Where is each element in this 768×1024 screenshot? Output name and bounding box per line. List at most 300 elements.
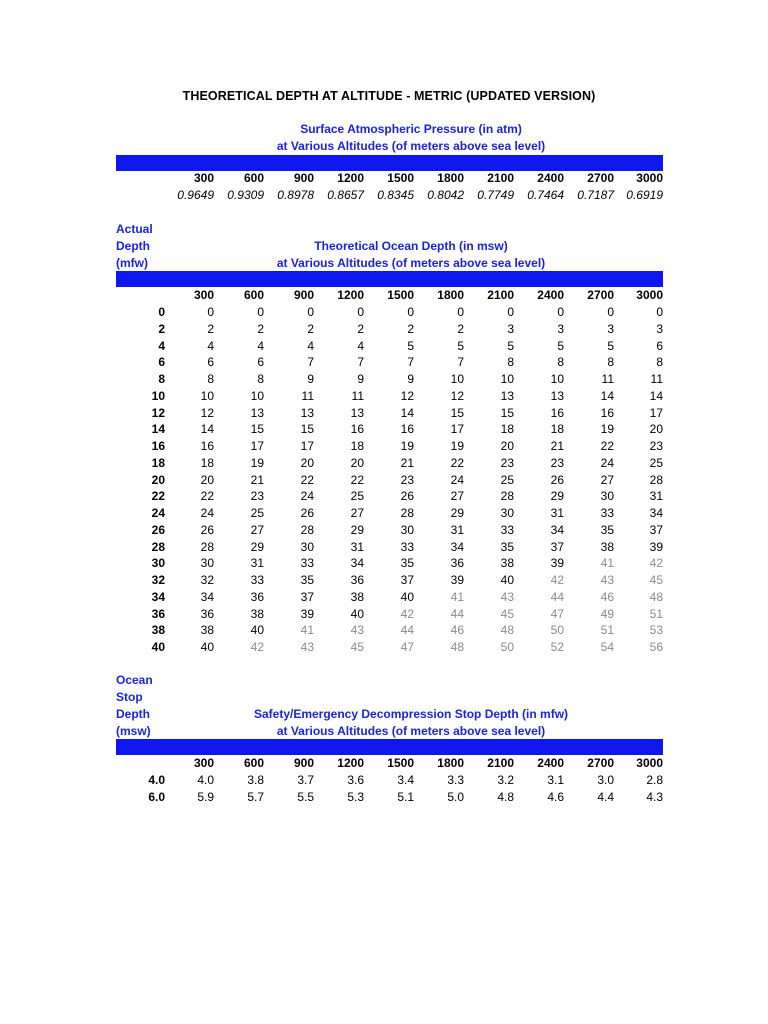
ocean-depth-bar xyxy=(116,271,663,287)
depth-value: 3.3 xyxy=(447,773,464,787)
depth-value: 35 xyxy=(600,522,614,537)
depth-value: 35 xyxy=(400,556,414,571)
depth-value: 29 xyxy=(450,506,464,520)
depth-value: 5 xyxy=(507,338,514,353)
depth-value: 33 xyxy=(250,573,264,587)
depth-value: 0 xyxy=(457,305,464,319)
depth-value: 30 xyxy=(200,556,214,571)
pressure-values-row xyxy=(116,187,663,204)
depth-value: 28 xyxy=(300,522,314,537)
depth-value: 41 xyxy=(600,556,614,571)
depth-value: 18 xyxy=(500,422,514,437)
row-label: 40 xyxy=(151,640,165,654)
pressure-altitude-600: 600 xyxy=(243,171,264,185)
depth-value: 23 xyxy=(500,455,514,470)
depth-value: 5.0 xyxy=(447,789,464,804)
ocean-depth-row xyxy=(116,522,663,539)
depth-value: 25 xyxy=(250,506,264,520)
depth-value: 45 xyxy=(649,573,663,587)
depth-value: 5 xyxy=(457,338,464,353)
depth-value: 12 xyxy=(200,405,214,420)
depth-value: 4.8 xyxy=(497,789,514,804)
ocean-depth-row xyxy=(116,505,663,522)
ocean-depth-row xyxy=(116,304,663,321)
ocean-depth-altitude-1500: 1500 xyxy=(387,288,414,302)
depth-value: 29 xyxy=(250,539,264,554)
stop-depth-altitude-300: 300 xyxy=(193,756,214,770)
depth-value: 39 xyxy=(649,539,663,554)
depth-value: 2 xyxy=(307,321,314,336)
depth-value: 24 xyxy=(200,506,214,520)
depth-value: 47 xyxy=(400,640,414,654)
pressure-value: 0.8657 xyxy=(327,188,364,202)
depth-value: 7 xyxy=(457,355,464,370)
depth-value: 35 xyxy=(500,539,514,554)
depth-value: 22 xyxy=(450,455,464,470)
depth-value: 37 xyxy=(400,573,414,587)
depth-value: 46 xyxy=(600,589,614,604)
depth-value: 0 xyxy=(557,305,564,319)
depth-value: 26 xyxy=(300,506,314,520)
depth-value: 15 xyxy=(250,422,264,437)
depth-value: 47 xyxy=(550,606,564,621)
ocean-depth-row xyxy=(116,321,663,338)
ocean-depth-row xyxy=(116,354,663,371)
depth-value: 56 xyxy=(649,640,663,654)
depth-value: 23 xyxy=(400,472,414,487)
depth-value: 40 xyxy=(400,589,414,604)
depth-value: 4.0 xyxy=(197,773,214,787)
depth-value: 22 xyxy=(600,439,614,453)
depth-value: 36 xyxy=(450,556,464,571)
depth-value: 8 xyxy=(607,355,614,370)
depth-value: 11 xyxy=(301,388,314,403)
depth-value: 42 xyxy=(400,606,414,621)
ocean-depth-altitude-300: 300 xyxy=(193,288,214,302)
pressure-value: 0.8978 xyxy=(277,188,314,202)
pressure-value: 0.7749 xyxy=(477,188,514,202)
depth-value: 40 xyxy=(250,623,264,638)
ocean-depth-row xyxy=(116,405,663,422)
depth-value: 42 xyxy=(550,573,564,587)
depth-value: 5.1 xyxy=(397,789,414,804)
depth-value: 4 xyxy=(207,338,214,353)
depth-value: 30 xyxy=(600,489,614,504)
depth-value: 32 xyxy=(200,573,214,587)
depth-value: 5.9 xyxy=(197,789,214,804)
ocean-depth-row xyxy=(116,388,663,405)
depth-value: 46 xyxy=(450,623,464,638)
pressure-altitude-2700: 2700 xyxy=(587,171,614,185)
depth-value: 13 xyxy=(300,405,314,420)
pressure-value: 0.7187 xyxy=(577,188,614,202)
depth-value: 36 xyxy=(200,606,214,621)
depth-value: 3 xyxy=(607,321,614,336)
row-label: 28 xyxy=(151,539,165,554)
depth-value: 3.4 xyxy=(397,773,414,787)
depth-value: 10 xyxy=(250,388,264,403)
depth-value: 20 xyxy=(649,422,663,437)
row-label: 4 xyxy=(158,338,165,353)
depth-value: 7 xyxy=(307,355,314,370)
depth-value: 44 xyxy=(550,589,564,604)
pressure-altitude-300: 300 xyxy=(193,171,214,185)
depth-value: 0 xyxy=(257,305,264,319)
depth-value: 17 xyxy=(250,439,264,453)
depth-value: 30 xyxy=(500,506,514,520)
depth-value: 7 xyxy=(357,355,364,370)
depth-value: 33 xyxy=(400,539,414,554)
depth-value: 43 xyxy=(600,573,614,587)
depth-value: 16 xyxy=(600,405,614,420)
depth-value: 3.1 xyxy=(547,773,564,787)
depth-value: 25 xyxy=(649,455,663,470)
depth-value: 2 xyxy=(207,321,214,336)
depth-value: 26 xyxy=(200,522,214,537)
depth-value: 4 xyxy=(257,338,264,353)
depth-value: 8 xyxy=(207,372,214,386)
depth-value: 41 xyxy=(300,623,314,638)
row-label: 8 xyxy=(158,372,165,386)
ocean-depth-row xyxy=(116,371,663,388)
depth-value: 6 xyxy=(207,355,214,370)
depth-value: 43 xyxy=(500,589,514,604)
depth-value: 22 xyxy=(350,472,364,487)
depth-value: 49 xyxy=(600,606,614,621)
depth-value: 33 xyxy=(600,506,614,520)
depth-value: 3.2 xyxy=(497,773,514,787)
depth-value: 53 xyxy=(649,623,663,638)
row-label: 38 xyxy=(151,623,165,638)
depth-value: 27 xyxy=(250,522,264,537)
ocean-depth-altitude-3000: 3000 xyxy=(636,288,663,302)
pressure-value: 0.8042 xyxy=(427,188,464,202)
row-label: 24 xyxy=(151,506,165,520)
depth-value: 35 xyxy=(300,573,314,587)
depth-value: 30 xyxy=(400,522,414,537)
depth-value: 31 xyxy=(649,489,663,504)
pressure-heading: Surface Atmospheric Pressure (in atm) xyxy=(300,122,522,136)
depth-value: 4.3 xyxy=(646,789,663,804)
row-label: 12 xyxy=(151,405,165,420)
ocean-depth-row xyxy=(116,606,663,623)
depth-value: 25 xyxy=(350,489,364,504)
depth-value: 50 xyxy=(550,623,564,638)
depth-value: 39 xyxy=(450,573,464,587)
depth-value: 36 xyxy=(350,573,364,587)
depth-value: 4 xyxy=(307,338,314,353)
ocean-depth-altitude-900: 900 xyxy=(293,288,314,302)
depth-value: 0 xyxy=(307,305,314,319)
stop-depth-altitude-1500: 1500 xyxy=(387,756,414,770)
ocean-depth-altitude-header-row xyxy=(116,287,663,304)
ocean-depth-row xyxy=(116,472,663,489)
depth-value: 34 xyxy=(350,556,364,571)
depth-value: 5.3 xyxy=(347,789,364,804)
ocean-depth-row xyxy=(116,338,663,355)
depth-value: 0 xyxy=(357,305,364,319)
stop-depth-row xyxy=(116,789,663,806)
stop-depth-row xyxy=(116,772,663,789)
depth-value: 34 xyxy=(550,522,564,537)
depth-value: 40 xyxy=(350,606,364,621)
row-label: 20 xyxy=(151,472,165,487)
stop-depth-altitude-600: 600 xyxy=(243,756,264,770)
depth-value: 5 xyxy=(557,338,564,353)
stop-depth-altitude-900: 900 xyxy=(293,756,314,770)
row-label: 18 xyxy=(151,455,165,470)
depth-value: 10 xyxy=(500,372,514,386)
pressure-value: 0.9309 xyxy=(227,188,264,202)
depth-value: 24 xyxy=(450,472,464,487)
depth-value: 20 xyxy=(500,439,514,453)
depth-value: 3.8 xyxy=(247,773,264,787)
row-label: 6.0 xyxy=(148,789,165,804)
depth-value: 8 xyxy=(557,355,564,370)
depth-value: 9 xyxy=(307,372,314,386)
depth-value: 33 xyxy=(500,522,514,537)
stop-depth-altitude-3000: 3000 xyxy=(636,756,663,770)
depth-value: 38 xyxy=(600,539,614,554)
depth-value: 41 xyxy=(450,589,464,604)
depth-value: 13 xyxy=(250,405,264,420)
depth-value: 39 xyxy=(550,556,564,571)
depth-value: 14 xyxy=(600,388,614,403)
ocean-depth-row xyxy=(116,539,663,556)
depth-value: 38 xyxy=(500,556,514,571)
depth-value: 18 xyxy=(200,455,214,470)
depth-value: 20 xyxy=(200,472,214,487)
depth-value: 8 xyxy=(656,355,663,370)
pressure-altitude-1800: 1800 xyxy=(437,171,464,185)
pressure-value: 0.9649 xyxy=(177,188,214,202)
ocean-depth-row xyxy=(116,589,663,606)
depth-value: 54 xyxy=(600,640,614,654)
row-label: 0 xyxy=(158,305,165,319)
depth-value: 17 xyxy=(300,439,314,453)
depth-value: 22 xyxy=(200,489,214,504)
depth-value: 38 xyxy=(250,606,264,621)
depth-value: 9 xyxy=(407,372,414,386)
pressure-altitude-2400: 2400 xyxy=(537,171,564,185)
ocean-depth-altitude-2400: 2400 xyxy=(537,288,564,302)
depth-value: 25 xyxy=(500,472,514,487)
pressure-value: 0.7464 xyxy=(527,188,564,202)
ocean-depth-row xyxy=(116,421,663,438)
row-label: 2 xyxy=(158,321,165,336)
ocean-depth-heading: Theoretical Ocean Depth (in msw) xyxy=(314,239,508,253)
ocean-depth-row xyxy=(116,455,663,472)
pressure-altitude-2100: 2100 xyxy=(487,171,514,185)
depth-value: 48 xyxy=(649,589,663,604)
depth-value: 42 xyxy=(649,556,663,571)
depth-value: 9 xyxy=(357,372,364,386)
stop-depth-altitude-2400: 2400 xyxy=(537,756,564,770)
depth-value: 44 xyxy=(400,623,414,638)
depth-value: 31 xyxy=(450,522,464,537)
stop-depth-bar xyxy=(116,739,663,755)
ocean-depth-altitude-1200: 1200 xyxy=(337,288,364,302)
depth-value: 12 xyxy=(450,388,464,403)
depth-value: 29 xyxy=(350,522,364,537)
depth-value: 21 xyxy=(250,472,264,487)
depth-value: 28 xyxy=(400,506,414,520)
actual-depth-label-3: (mfw) xyxy=(116,256,148,270)
depth-value: 2 xyxy=(457,321,464,336)
depth-value: 31 xyxy=(350,539,364,554)
depth-value: 19 xyxy=(250,455,264,470)
depth-value: 2.8 xyxy=(646,773,663,787)
depth-value: 5.7 xyxy=(247,789,264,804)
depth-value: 48 xyxy=(450,640,464,654)
ocean-depth-altitude-600: 600 xyxy=(243,288,264,302)
depth-value: 19 xyxy=(400,439,414,453)
depth-value: 6 xyxy=(257,355,264,370)
depth-value: 0 xyxy=(407,305,414,319)
depth-value: 19 xyxy=(450,439,464,453)
pressure-value: 0.6919 xyxy=(626,188,663,202)
ocean-depth-row xyxy=(116,639,663,656)
depth-value: 39 xyxy=(300,606,314,621)
depth-value: 2 xyxy=(357,321,364,336)
depth-value: 37 xyxy=(300,589,314,604)
row-label: 30 xyxy=(151,556,165,571)
depth-value: 37 xyxy=(649,522,663,537)
depth-value: 0 xyxy=(507,305,514,319)
row-label: 34 xyxy=(151,589,165,604)
pressure-value: 0.8345 xyxy=(377,188,414,202)
ocean-depth-altitude-1800: 1800 xyxy=(437,288,464,302)
depth-value: 36 xyxy=(250,589,264,604)
depth-value: 42 xyxy=(250,640,264,654)
pressure-altitude-900: 900 xyxy=(293,171,314,185)
pressure-altitude-1500: 1500 xyxy=(387,171,414,185)
depth-value: 14 xyxy=(200,422,214,437)
pressure-bar xyxy=(116,155,663,171)
depth-value: 24 xyxy=(300,489,314,504)
depth-value: 31 xyxy=(250,556,264,571)
depth-value: 11 xyxy=(351,388,364,403)
depth-value: 0 xyxy=(607,305,614,319)
row-label: 10 xyxy=(151,388,165,403)
depth-value: 28 xyxy=(500,489,514,504)
depth-value: 37 xyxy=(550,539,564,554)
depth-value: 31 xyxy=(550,506,564,520)
depth-value: 48 xyxy=(500,623,514,638)
row-label: 6 xyxy=(158,355,165,370)
depth-value: 50 xyxy=(500,640,514,654)
depth-value: 3.6 xyxy=(347,773,364,787)
stop-depth-label-2: Stop xyxy=(116,690,143,704)
depth-value: 20 xyxy=(300,455,314,470)
depth-value: 27 xyxy=(600,472,614,487)
depth-value: 16 xyxy=(350,422,364,437)
depth-value: 45 xyxy=(350,640,364,654)
depth-value: 23 xyxy=(550,455,564,470)
ocean-depth-subheading: at Various Altitudes (of meters above sea level) xyxy=(276,256,546,270)
depth-value: 8 xyxy=(257,372,264,386)
depth-value: 4 xyxy=(357,338,364,353)
depth-value: 13 xyxy=(550,388,564,403)
depth-value: 16 xyxy=(400,422,414,437)
depth-value: 15 xyxy=(300,422,314,437)
ocean-depth-row xyxy=(116,438,663,455)
depth-value: 2 xyxy=(257,321,264,336)
depth-value: 52 xyxy=(550,640,564,654)
depth-value: 21 xyxy=(550,439,564,453)
depth-value: 0 xyxy=(656,305,663,319)
row-label: 32 xyxy=(151,573,165,587)
depth-value: 3 xyxy=(656,321,663,336)
depth-value: 10 xyxy=(550,372,564,386)
depth-value: 16 xyxy=(550,405,564,420)
depth-value: 23 xyxy=(250,489,264,504)
stop-depth-altitude-1800: 1800 xyxy=(437,756,464,770)
stop-depth-label-3: Depth xyxy=(116,707,150,721)
pressure-subheading: at Various Altitudes (of meters above sea level) xyxy=(276,139,546,153)
ocean-depth-row xyxy=(116,555,663,572)
ocean-depth-altitude-2700: 2700 xyxy=(587,288,614,302)
row-label: 22 xyxy=(151,489,165,504)
actual-depth-label-2: Depth xyxy=(116,239,150,253)
depth-value: 18 xyxy=(550,422,564,437)
depth-value: 43 xyxy=(350,623,364,638)
stop-depth-altitude-header-row xyxy=(116,755,663,772)
depth-value: 27 xyxy=(450,489,464,504)
ocean-depth-altitude-2100: 2100 xyxy=(487,288,514,302)
depth-value: 12 xyxy=(400,388,414,403)
depth-value: 0 xyxy=(207,305,214,319)
depth-value: 17 xyxy=(649,405,663,420)
stop-depth-altitude-1200: 1200 xyxy=(337,756,364,770)
depth-value: 18 xyxy=(350,439,364,453)
depth-value: 34 xyxy=(649,506,663,520)
depth-value: 11 xyxy=(650,372,663,386)
depth-value: 34 xyxy=(450,539,464,554)
ocean-depth-row xyxy=(116,572,663,589)
depth-value: 43 xyxy=(300,640,314,654)
depth-value: 51 xyxy=(649,606,663,621)
depth-value: 51 xyxy=(600,623,614,638)
depth-value: 14 xyxy=(649,388,663,403)
depth-value: 38 xyxy=(350,589,364,604)
depth-value: 5 xyxy=(407,338,414,353)
depth-value: 15 xyxy=(500,405,514,420)
depth-value: 22 xyxy=(300,472,314,487)
pressure-altitude-1200: 1200 xyxy=(337,171,364,185)
depth-value: 4.4 xyxy=(597,789,614,804)
pressure-altitude-header-row xyxy=(116,170,663,187)
ocean-depth-row xyxy=(116,488,663,505)
stop-depth-heading: Safety/Emergency Decompression Stop Depth (in mfw) xyxy=(253,707,569,721)
depth-value: 3 xyxy=(557,321,564,336)
depth-value: 13 xyxy=(500,388,514,403)
depth-value: 8 xyxy=(507,355,514,370)
depth-value: 4.6 xyxy=(547,789,564,804)
depth-value: 21 xyxy=(400,455,414,470)
depth-value: 10 xyxy=(200,388,214,403)
depth-value: 11 xyxy=(601,372,614,386)
depth-value: 20 xyxy=(350,455,364,470)
depth-value: 40 xyxy=(500,573,514,587)
depth-value: 26 xyxy=(550,472,564,487)
page-title: THEORETICAL DEPTH AT ALTITUDE - METRIC (UPDATED VERSION) xyxy=(182,89,596,103)
row-label: 26 xyxy=(151,522,165,537)
ocean-depth-row xyxy=(116,622,663,639)
stop-depth-label-1: Ocean xyxy=(116,673,153,687)
depth-value: 6 xyxy=(656,338,663,353)
depth-value: 29 xyxy=(550,489,564,504)
